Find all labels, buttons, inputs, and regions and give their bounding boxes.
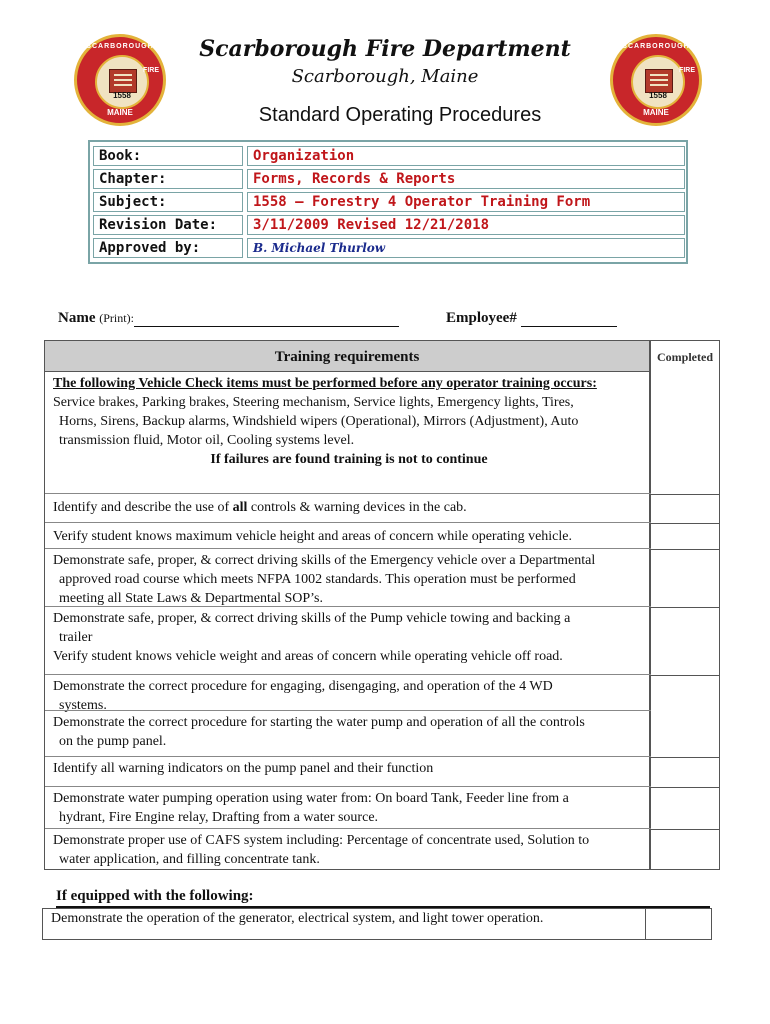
info-row-chapter (90, 167, 686, 189)
completed-header: Completed (657, 350, 713, 364)
vehicle-check-item (45, 372, 651, 493)
employee-blank[interactable] (521, 312, 617, 327)
seal-text-top: SCARBOROUGH (86, 43, 154, 50)
approver-signature: B. Michael Thurlow (247, 238, 685, 258)
training-requirements-body (44, 372, 650, 870)
requirement-emphasis: all (232, 500, 248, 515)
requirement-text: on the pump panel. (59, 734, 167, 749)
info-row-book (90, 144, 686, 166)
requirement-item (45, 522, 651, 548)
requirement-item (45, 710, 651, 756)
requirement-item (45, 756, 651, 786)
info-row-approved (90, 236, 686, 258)
seal-year: 1558 (649, 91, 667, 100)
employee-label: Employee# (446, 310, 517, 326)
equipped-item-row (42, 908, 712, 940)
requirement-text: controls & warning devices in the cab. (247, 500, 467, 515)
requirement-text: Demonstrate water pumping operation using water from: On board Tank, Feeder line from a (53, 791, 569, 806)
vehicle-check-line: transmission fluid, Motor oil, Cooling systems level. (59, 433, 355, 448)
vehicle-check-line: Horns, Sirens, Backup alarms, Windshield wipers (Operational), Mirrors (Adjustment), Auto (59, 414, 579, 429)
training-requirements-table (44, 340, 720, 870)
info-label: Subject: (93, 192, 243, 212)
info-row-subject (90, 190, 686, 212)
requirement-text: Demonstrate the operation of the generator, electrical system, and light tower operation. (51, 911, 544, 926)
failure-notice: If failures are found training is not to continue (210, 452, 488, 467)
seal-text-bottom: MAINE (643, 108, 669, 117)
requirement-item (45, 786, 651, 828)
requirement-text: Demonstrate the correct procedure for engaging, disengaging, and operation of the 4 WD (53, 679, 553, 694)
requirement-text: Demonstrate the correct procedure for starting the water pump and operation of all the controls (53, 715, 585, 730)
seal-text-right: FIRE (679, 67, 695, 74)
info-value: Organization (247, 146, 685, 166)
info-value: 3/11/2009 Revised 12/21/2018 (247, 215, 685, 235)
requirement-item (45, 493, 651, 522)
info-label: Approved by: (93, 238, 243, 258)
info-value: Forms, Records & Reports (247, 169, 685, 189)
if-equipped-heading: If equipped with the following: (56, 888, 254, 904)
requirement-item (45, 828, 651, 870)
info-label: Revision Date: (93, 215, 243, 235)
info-row-revision (90, 213, 686, 235)
name-label: Name (58, 310, 96, 326)
seal-text-right: FIRE (143, 67, 159, 74)
requirement-text: Demonstrate safe, proper, & correct driving skills of the Pump vehicle towing and backing a (53, 611, 571, 626)
document-type: Standard Operating Procedures (258, 104, 542, 126)
vehicle-check-heading: The following Vehicle Check items must be performed before any operator training occurs: (53, 376, 597, 391)
requirement-item (45, 606, 651, 674)
name-hint: (Print): (99, 311, 134, 325)
requirement-text: Demonstrate proper use of CAFS system including: Percentage of concentrate used, Solution to (53, 833, 590, 848)
seal-year: 1558 (113, 91, 131, 100)
requirement-text: approved road course which meets NFPA 1002 standards. This operation must be performed (59, 572, 576, 587)
department-title: Scarborough Fire Department (199, 36, 571, 62)
name-blank[interactable] (134, 312, 399, 327)
info-label: Chapter: (93, 169, 243, 189)
requirement-item (45, 674, 651, 713)
requirement-text: Identify all warning indicators on the pump panel and their function (53, 761, 434, 776)
department-location: Scarborough, Maine (291, 66, 479, 87)
seal-text-bottom: MAINE (107, 108, 133, 117)
info-label: Book: (93, 146, 243, 166)
completed-cell[interactable] (645, 909, 646, 939)
employee-number-field[interactable] (446, 310, 617, 327)
requirement-text: hydrant, Fire Engine relay, Drafting from a water source. (59, 810, 379, 825)
requirement-text: trailer (59, 630, 93, 645)
name-field[interactable] (58, 310, 399, 327)
requirement-text: Identify and describe the use of (53, 500, 233, 515)
completed-column (650, 340, 720, 870)
requirement-item (45, 548, 651, 606)
requirement-text: Verify student knows vehicle weight and areas of concern while operating vehicle off road. (53, 649, 563, 664)
training-requirements-header: Training requirements (44, 340, 650, 372)
requirement-text: meeting all State Laws & Departmental SOP’s. (59, 591, 324, 606)
requirement-text: systems. (59, 698, 107, 713)
requirement-text: Demonstrate safe, proper, & correct driving skills of the Emergency vehicle over a Departmental (53, 553, 596, 568)
sop-info-table (88, 140, 688, 264)
requirement-text: water application, and filling concentrate tank. (59, 852, 320, 867)
info-value: 1558 – Forestry 4 Operator Training Form (247, 192, 685, 212)
seal-text-top: SCARBOROUGH (622, 43, 690, 50)
requirement-text: Verify student knows maximum vehicle height and areas of concern while operating vehicle. (53, 529, 572, 544)
vehicle-check-line: Service brakes, Parking brakes, Steering mechanism, Service lights, Emergency lights, Tires, (53, 395, 574, 410)
